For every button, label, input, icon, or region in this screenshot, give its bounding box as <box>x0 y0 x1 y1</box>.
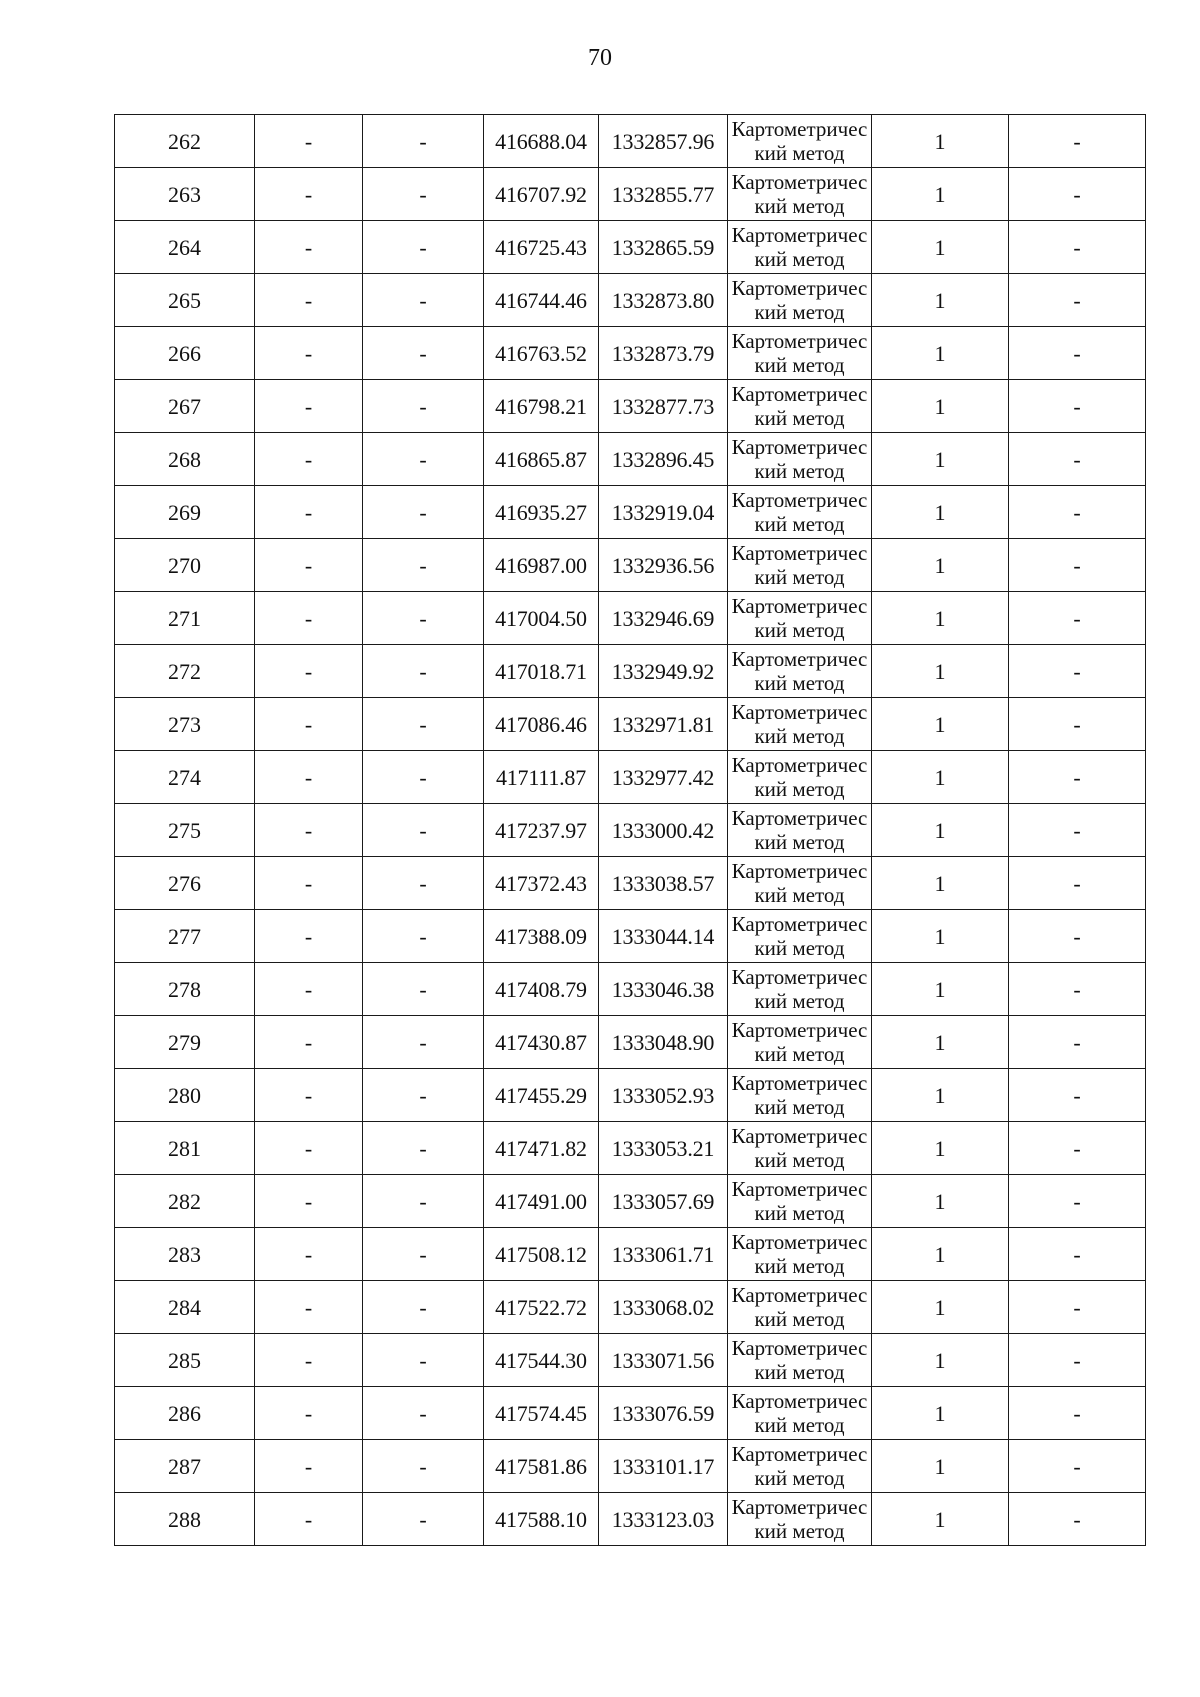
table-row <box>115 1069 1146 1122</box>
cell-col2: - <box>255 1122 363 1175</box>
table-row <box>115 592 1146 645</box>
cell-col2: - <box>255 1016 363 1069</box>
cell-point-number: 262 <box>115 115 255 168</box>
cell-x-coordinate: 416707.92 <box>484 168 599 221</box>
cell-col8: - <box>1009 486 1146 539</box>
cell-point-number: 287 <box>115 1440 255 1493</box>
cell-y-coordinate: 1333123.03 <box>599 1493 728 1546</box>
cell-method: Картометрический метод <box>728 539 872 592</box>
table-row <box>115 433 1146 486</box>
cell-method: Картометрический метод <box>728 910 872 963</box>
table-row <box>115 274 1146 327</box>
cell-x-coordinate: 417508.12 <box>484 1228 599 1281</box>
cell-accuracy: 1 <box>872 115 1009 168</box>
cell-col2: - <box>255 221 363 274</box>
cell-point-number: 272 <box>115 645 255 698</box>
cell-method: Картометрический метод <box>728 327 872 380</box>
cell-y-coordinate: 1333053.21 <box>599 1122 728 1175</box>
cell-y-coordinate: 1333052.93 <box>599 1069 728 1122</box>
cell-x-coordinate: 417086.46 <box>484 698 599 751</box>
cell-col3: - <box>363 1493 484 1546</box>
cell-method: Картометрический метод <box>728 380 872 433</box>
cell-accuracy: 1 <box>872 963 1009 1016</box>
cell-method: Картометрический метод <box>728 1228 872 1281</box>
cell-col3: - <box>363 1334 484 1387</box>
cell-method: Картометрический метод <box>728 1175 872 1228</box>
cell-x-coordinate: 417004.50 <box>484 592 599 645</box>
cell-accuracy: 1 <box>872 433 1009 486</box>
cell-accuracy: 1 <box>872 168 1009 221</box>
cell-col8: - <box>1009 380 1146 433</box>
cell-y-coordinate: 1332857.96 <box>599 115 728 168</box>
table-row <box>115 1281 1146 1334</box>
cell-point-number: 283 <box>115 1228 255 1281</box>
cell-col3: - <box>363 433 484 486</box>
cell-y-coordinate: 1332919.04 <box>599 486 728 539</box>
cell-col8: - <box>1009 1387 1146 1440</box>
table-row <box>115 1228 1146 1281</box>
cell-x-coordinate: 417471.82 <box>484 1122 599 1175</box>
cell-col2: - <box>255 1228 363 1281</box>
cell-point-number: 284 <box>115 1281 255 1334</box>
cell-col2: - <box>255 857 363 910</box>
cell-col3: - <box>363 1175 484 1228</box>
cell-method: Картометрический метод <box>728 1069 872 1122</box>
table-row <box>115 1016 1146 1069</box>
cell-col2: - <box>255 1281 363 1334</box>
cell-col3: - <box>363 168 484 221</box>
cell-point-number: 264 <box>115 221 255 274</box>
cell-y-coordinate: 1333044.14 <box>599 910 728 963</box>
cell-col2: - <box>255 1440 363 1493</box>
table-row <box>115 1334 1146 1387</box>
table-row <box>115 1175 1146 1228</box>
cell-point-number: 288 <box>115 1493 255 1546</box>
cell-accuracy: 1 <box>872 804 1009 857</box>
cell-point-number: 270 <box>115 539 255 592</box>
cell-y-coordinate: 1333048.90 <box>599 1016 728 1069</box>
table-row <box>115 910 1146 963</box>
cell-col8: - <box>1009 433 1146 486</box>
table-row <box>115 1440 1146 1493</box>
cell-y-coordinate: 1332946.69 <box>599 592 728 645</box>
cell-point-number: 285 <box>115 1334 255 1387</box>
cell-y-coordinate: 1332936.56 <box>599 539 728 592</box>
cell-y-coordinate: 1333101.17 <box>599 1440 728 1493</box>
cell-accuracy: 1 <box>872 1493 1009 1546</box>
cell-accuracy: 1 <box>872 221 1009 274</box>
cell-point-number: 265 <box>115 274 255 327</box>
cell-col3: - <box>363 1440 484 1493</box>
cell-point-number: 280 <box>115 1069 255 1122</box>
cell-y-coordinate: 1332971.81 <box>599 698 728 751</box>
cell-col8: - <box>1009 1281 1146 1334</box>
cell-col3: - <box>363 698 484 751</box>
cell-x-coordinate: 417408.79 <box>484 963 599 1016</box>
cell-y-coordinate: 1333076.59 <box>599 1387 728 1440</box>
cell-x-coordinate: 416935.27 <box>484 486 599 539</box>
cell-col2: - <box>255 698 363 751</box>
cell-x-coordinate: 417581.86 <box>484 1440 599 1493</box>
cell-col2: - <box>255 1069 363 1122</box>
cell-accuracy: 1 <box>872 1334 1009 1387</box>
cell-x-coordinate: 416987.00 <box>484 539 599 592</box>
table-row <box>115 751 1146 804</box>
cell-col3: - <box>363 645 484 698</box>
cell-col8: - <box>1009 645 1146 698</box>
cell-col3: - <box>363 221 484 274</box>
page-number: 70 <box>588 45 612 71</box>
cell-method: Картометрический метод <box>728 221 872 274</box>
cell-col3: - <box>363 751 484 804</box>
cell-method: Картометрический метод <box>728 486 872 539</box>
cell-accuracy: 1 <box>872 645 1009 698</box>
table-row <box>115 698 1146 751</box>
cell-col8: - <box>1009 221 1146 274</box>
table-row <box>115 168 1146 221</box>
cell-point-number: 282 <box>115 1175 255 1228</box>
cell-x-coordinate: 416865.87 <box>484 433 599 486</box>
cell-point-number: 269 <box>115 486 255 539</box>
cell-method: Картометрический метод <box>728 274 872 327</box>
cell-point-number: 278 <box>115 963 255 1016</box>
cell-y-coordinate: 1332865.59 <box>599 221 728 274</box>
table-row <box>115 539 1146 592</box>
cell-x-coordinate: 416763.52 <box>484 327 599 380</box>
cell-method: Картометрический метод <box>728 115 872 168</box>
cell-x-coordinate: 416798.21 <box>484 380 599 433</box>
cell-x-coordinate: 417522.72 <box>484 1281 599 1334</box>
table-row <box>115 221 1146 274</box>
cell-x-coordinate: 417388.09 <box>484 910 599 963</box>
cell-x-coordinate: 417111.87 <box>484 751 599 804</box>
cell-col2: - <box>255 592 363 645</box>
cell-col2: - <box>255 963 363 1016</box>
cell-col2: - <box>255 1175 363 1228</box>
cell-y-coordinate: 1332877.73 <box>599 380 728 433</box>
cell-accuracy: 1 <box>872 539 1009 592</box>
cell-col8: - <box>1009 592 1146 645</box>
cell-accuracy: 1 <box>872 592 1009 645</box>
cell-col2: - <box>255 1493 363 1546</box>
cell-col3: - <box>363 380 484 433</box>
cell-col2: - <box>255 380 363 433</box>
cell-method: Картометрический метод <box>728 168 872 221</box>
cell-x-coordinate: 417588.10 <box>484 1493 599 1546</box>
table-row <box>115 115 1146 168</box>
cell-col3: - <box>363 115 484 168</box>
cell-method: Картометрический метод <box>728 645 872 698</box>
cell-col8: - <box>1009 804 1146 857</box>
cell-accuracy: 1 <box>872 1122 1009 1175</box>
cell-accuracy: 1 <box>872 486 1009 539</box>
cell-accuracy: 1 <box>872 698 1009 751</box>
cell-point-number: 276 <box>115 857 255 910</box>
cell-x-coordinate: 417455.29 <box>484 1069 599 1122</box>
cell-accuracy: 1 <box>872 910 1009 963</box>
table-row <box>115 804 1146 857</box>
cell-y-coordinate: 1333061.71 <box>599 1228 728 1281</box>
cell-method: Картометрический метод <box>728 804 872 857</box>
cell-col2: - <box>255 115 363 168</box>
cell-point-number: 277 <box>115 910 255 963</box>
cell-point-number: 274 <box>115 751 255 804</box>
cell-col8: - <box>1009 1175 1146 1228</box>
table-row <box>115 380 1146 433</box>
cell-point-number: 267 <box>115 380 255 433</box>
table-body <box>115 115 1146 1546</box>
cell-col8: - <box>1009 115 1146 168</box>
cell-y-coordinate: 1333038.57 <box>599 857 728 910</box>
cell-method: Картометрический метод <box>728 1334 872 1387</box>
cell-col2: - <box>255 486 363 539</box>
cell-x-coordinate: 416725.43 <box>484 221 599 274</box>
cell-y-coordinate: 1333000.42 <box>599 804 728 857</box>
cell-col2: - <box>255 168 363 221</box>
cell-method: Картометрический метод <box>728 1281 872 1334</box>
cell-accuracy: 1 <box>872 1228 1009 1281</box>
cell-method: Картометрический метод <box>728 1122 872 1175</box>
cell-col8: - <box>1009 963 1146 1016</box>
cell-col2: - <box>255 751 363 804</box>
cell-x-coordinate: 416688.04 <box>484 115 599 168</box>
cell-accuracy: 1 <box>872 1281 1009 1334</box>
cell-col3: - <box>363 1281 484 1334</box>
table-row <box>115 645 1146 698</box>
cell-accuracy: 1 <box>872 1016 1009 1069</box>
cell-col3: - <box>363 1122 484 1175</box>
cell-method: Картометрический метод <box>728 1440 872 1493</box>
cell-y-coordinate: 1332977.42 <box>599 751 728 804</box>
cell-y-coordinate: 1332873.79 <box>599 327 728 380</box>
cell-col2: - <box>255 1387 363 1440</box>
cell-point-number: 286 <box>115 1387 255 1440</box>
cell-col8: - <box>1009 1493 1146 1546</box>
table-row <box>115 327 1146 380</box>
cell-point-number: 281 <box>115 1122 255 1175</box>
cell-col2: - <box>255 274 363 327</box>
cell-point-number: 266 <box>115 327 255 380</box>
table-row <box>115 1387 1146 1440</box>
cell-col8: - <box>1009 327 1146 380</box>
cell-x-coordinate: 416744.46 <box>484 274 599 327</box>
table-row <box>115 1493 1146 1546</box>
cell-method: Картометрический метод <box>728 963 872 1016</box>
cell-x-coordinate: 417491.00 <box>484 1175 599 1228</box>
cell-y-coordinate: 1332896.45 <box>599 433 728 486</box>
cell-x-coordinate: 417544.30 <box>484 1334 599 1387</box>
cell-point-number: 275 <box>115 804 255 857</box>
cell-accuracy: 1 <box>872 1175 1009 1228</box>
cell-accuracy: 1 <box>872 857 1009 910</box>
cell-method: Картометрический метод <box>728 1493 872 1546</box>
cell-point-number: 271 <box>115 592 255 645</box>
cell-point-number: 263 <box>115 168 255 221</box>
cell-method: Картометрический метод <box>728 592 872 645</box>
cell-col3: - <box>363 539 484 592</box>
cell-col8: - <box>1009 1016 1146 1069</box>
cell-col8: - <box>1009 274 1146 327</box>
cell-method: Картометрический метод <box>728 698 872 751</box>
cell-y-coordinate: 1333046.38 <box>599 963 728 1016</box>
cell-accuracy: 1 <box>872 751 1009 804</box>
cell-method: Картометрический метод <box>728 433 872 486</box>
cell-method: Картометрический метод <box>728 1387 872 1440</box>
cell-col3: - <box>363 857 484 910</box>
cell-col3: - <box>363 1069 484 1122</box>
table-row <box>115 1122 1146 1175</box>
cell-col2: - <box>255 645 363 698</box>
cell-accuracy: 1 <box>872 327 1009 380</box>
coordinates-table <box>114 114 1146 1546</box>
cell-x-coordinate: 417430.87 <box>484 1016 599 1069</box>
cell-col3: - <box>363 1387 484 1440</box>
table-row <box>115 486 1146 539</box>
cell-accuracy: 1 <box>872 1440 1009 1493</box>
cell-col2: - <box>255 804 363 857</box>
cell-y-coordinate: 1332949.92 <box>599 645 728 698</box>
cell-col8: - <box>1009 1228 1146 1281</box>
cell-method: Картометрический метод <box>728 751 872 804</box>
cell-col3: - <box>363 804 484 857</box>
cell-col8: - <box>1009 1069 1146 1122</box>
cell-col8: - <box>1009 1122 1146 1175</box>
cell-method: Картометрический метод <box>728 857 872 910</box>
cell-accuracy: 1 <box>872 1387 1009 1440</box>
cell-x-coordinate: 417018.71 <box>484 645 599 698</box>
cell-col8: - <box>1009 1334 1146 1387</box>
cell-y-coordinate: 1333068.02 <box>599 1281 728 1334</box>
cell-col8: - <box>1009 751 1146 804</box>
cell-y-coordinate: 1333057.69 <box>599 1175 728 1228</box>
cell-col2: - <box>255 1334 363 1387</box>
cell-col2: - <box>255 327 363 380</box>
cell-x-coordinate: 417237.97 <box>484 804 599 857</box>
cell-col8: - <box>1009 857 1146 910</box>
cell-y-coordinate: 1333071.56 <box>599 1334 728 1387</box>
cell-x-coordinate: 417574.45 <box>484 1387 599 1440</box>
cell-accuracy: 1 <box>872 380 1009 433</box>
cell-col2: - <box>255 433 363 486</box>
cell-col3: - <box>363 274 484 327</box>
cell-col2: - <box>255 539 363 592</box>
cell-col8: - <box>1009 698 1146 751</box>
cell-y-coordinate: 1332855.77 <box>599 168 728 221</box>
cell-method: Картометрический метод <box>728 1016 872 1069</box>
cell-col3: - <box>363 1016 484 1069</box>
cell-col8: - <box>1009 539 1146 592</box>
cell-accuracy: 1 <box>872 274 1009 327</box>
table-row <box>115 857 1146 910</box>
cell-point-number: 268 <box>115 433 255 486</box>
cell-x-coordinate: 417372.43 <box>484 857 599 910</box>
cell-col3: - <box>363 327 484 380</box>
cell-col3: - <box>363 963 484 1016</box>
cell-accuracy: 1 <box>872 1069 1009 1122</box>
table-row <box>115 963 1146 1016</box>
cell-col3: - <box>363 910 484 963</box>
cell-col2: - <box>255 910 363 963</box>
cell-point-number: 273 <box>115 698 255 751</box>
cell-point-number: 279 <box>115 1016 255 1069</box>
cell-y-coordinate: 1332873.80 <box>599 274 728 327</box>
cell-col3: - <box>363 592 484 645</box>
cell-col8: - <box>1009 168 1146 221</box>
cell-col3: - <box>363 1228 484 1281</box>
cell-col3: - <box>363 486 484 539</box>
cell-col8: - <box>1009 910 1146 963</box>
cell-col8: - <box>1009 1440 1146 1493</box>
